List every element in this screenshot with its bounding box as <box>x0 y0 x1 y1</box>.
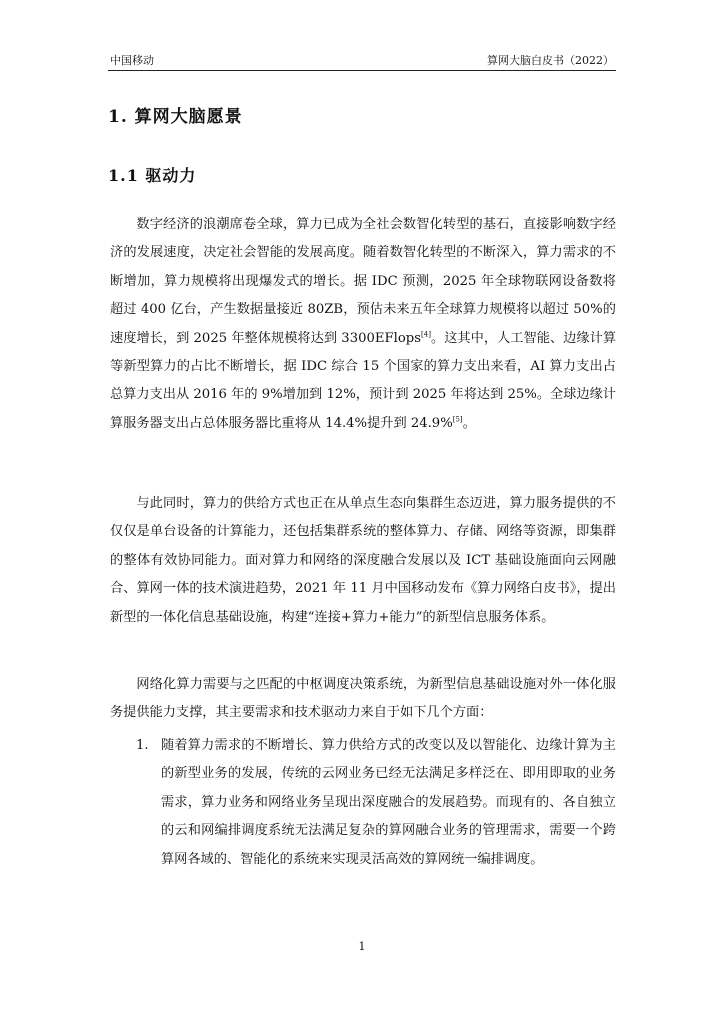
citation-ref-4[interactable]: [4] <box>421 330 431 339</box>
numbered-list <box>136 732 616 874</box>
citation-ref-5[interactable]: [5] <box>452 415 463 424</box>
page-header <box>108 50 616 71</box>
list-item <box>136 732 616 874</box>
paragraph-1 <box>110 211 616 438</box>
subsection-heading: 1.1 驱动力 <box>108 166 197 185</box>
paragraph-2-text: 与此同时，算力的供给方式也正在从单点生态向集群生态迈进，算力服务提供的不仅仅是单台设备的计算能力，还包括集群系统的整体算力、存储、网络等资源，即集群的整体有效协同能力。面对算力和网络的深度融合发展以及 ICT 基础设施面向云网融合、算网一体的技术演进趋势，2021 年 11 月中国移动发布《算力网络白皮书》，提出新型的一体化信息基础设施，构建“连接+算力+能力”的新型信息服务体系。 <box>110 496 616 625</box>
paragraph-2 <box>110 490 616 632</box>
header-organization: 中国移动 <box>110 54 154 67</box>
paragraph-3-text: 网络化算力需要与之匹配的中枢调度决策系统，为新型信息基础设施对外一体化服务提供能力支撑，其主要需求和技术驱动力来自于如下几个方面： <box>110 677 616 721</box>
paragraph-1-text-a: 数字经济的浪潮席卷全球，算力已成为全社会数智化转型的基石，直接影响数字经济的发展速度，决定社会智能的发展高度。随着数智化转型的不断深入，算力需求的不断增加，算力规模将出现爆发式的增长。据 IDC 预测，2025 年全球物联网设备数将超过 400 亿台，产生数据量接近 80ZB，预估未来五年全球算力规模将以超过 50%的速度增长，到 2025 年整体规模将达到 3300EFlops <box>110 217 616 346</box>
list-item-number: 1. <box>136 738 149 753</box>
paragraph-1-text-b: 。这其中，人工智能、边缘计算等新型算力的占比不断增长，据 IDC 综合 15 个国家的算力支出来看，AI 算力支出占总算力支出从 2016 年的 9%增加到 12%，预计到 2025 年将达到 25%。全球边缘计算服务器支出占总体服务器比重将从 14.4%提升到 24.9% <box>110 330 617 431</box>
page-number: 1 <box>358 940 366 953</box>
paragraph-1-text-c: 。 <box>462 415 476 431</box>
list-item-text: 随着算力需求的不断增长、算力供给方式的改变以及以智能化、边缘计算为主的新型业务的发展，传统的云网业务已经无法满足多样泛在、即用即取的业务需求，算力业务和网络业务呈现出深度融合的发展趋势。而现有的、各自独立的云和网编排调度系统无法满足复杂的算网融合业务的管理需求，需要一个跨算网各域的、智能化的系统来实现灵活高效的算网统一编排调度。 <box>161 738 616 867</box>
paragraph-3 <box>110 671 616 728</box>
header-document-title: 算网大脑白皮书（2022） <box>487 54 614 67</box>
section-heading: 1. 算网大脑愿景 <box>108 107 243 127</box>
